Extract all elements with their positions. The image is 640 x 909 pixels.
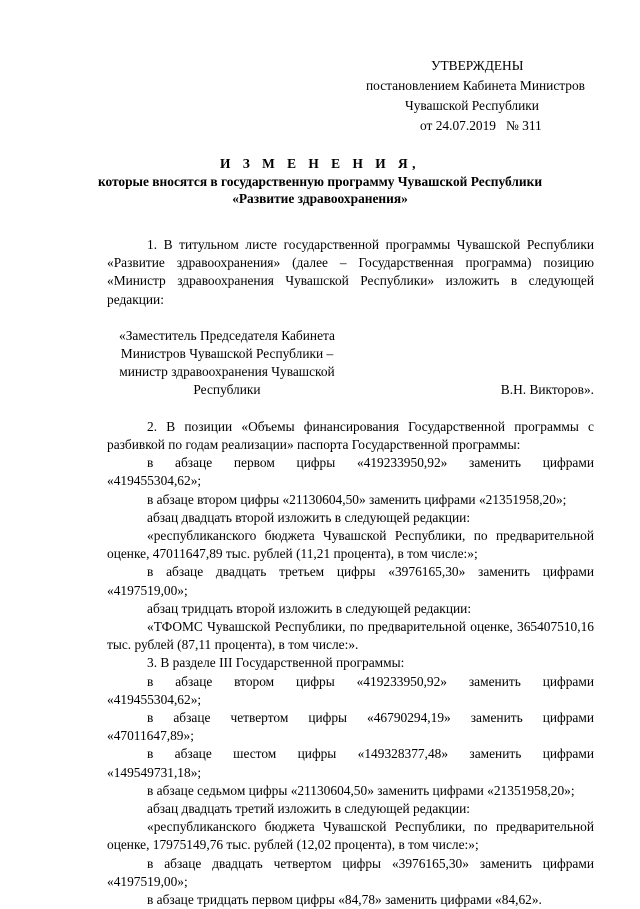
paragraph-3-item-2: в абзаце четвертом цифры «46790294,19» заменить цифрами [147,710,594,726]
paragraph-3-item-3: в абзаце шестом цифры «149328377,48» заменить цифрами [147,746,594,762]
signature-position: «Заместитель Председателя Кабинета Министров Чувашской Республики – министр здравоохранения Чувашской Республики [119,327,335,398]
title-heading: И З М Е Н Е Н И Я, [219,156,421,171]
paragraph-3-item-2-cont: «47011647,89»; [107,728,194,744]
paragraph-3-item-3-cont: «149549731,18»; [107,764,202,780]
approval-line-3: Чувашской Республики [405,98,539,113]
document-body [107,236,594,909]
paragraph-2-item-4: «республиканского бюджета Чувашской Республики, по предварительной оценке, 47011647,89 тыс. рублей (11,21 процента), в том числе:»; [107,528,594,562]
paragraph-1: 1. В титульном листе государственной программы Чувашской Республики «Развитие здравоохранения» (далее – Государственная программа) позицию «Министр здравоохранения Чувашской Республики» изложить в следующей редакции: [107,237,594,307]
paragraph-3-item-7: в абзаце двадцать четвертом цифры «3976165,30» заменить цифрами [147,855,594,871]
paragraph-2-item-2: в абзаце втором цифры «21130604,50» заменить цифрами «21351958,20»; [147,491,567,507]
paragraph-3-intro: 3. В разделе III Государственной программы: [147,655,405,671]
paragraph-3-item-1-cont: «419455304,62»; [107,691,202,707]
paragraph-2-item-3: абзац двадцать второй изложить в следующей редакции: [147,509,471,525]
paragraph-2-item-6: абзац тридцать второй изложить в следующей редакции: [147,600,472,616]
paragraph-3-item-4: в абзаце седьмом цифры «21130604,50» заменить цифрами «21351958,20»; [147,782,575,798]
document-title [0,155,640,208]
approval-date-number: от 24.07.2019 № 311 [420,118,542,133]
paragraph-3-item-1: в абзаце втором цифры «419233950,92» заменить цифрами [147,673,594,689]
paragraph-3-item-5: абзац двадцать третий изложить в следующей редакции: [147,801,470,817]
paragraph-2-item-5-cont: «4197519,00»; [107,582,188,598]
paragraph-2-intro: 2. В позиции «Объемы финансирования Государственной программы с разбивкой по годам реализации» паспорта Государственной программы: [107,418,594,453]
approval-line-2: постановлением Кабинета Министров [366,78,585,93]
paragraph-2-item-1: в абзаце первом цифры «419233950,92» заменить цифрами [147,455,594,471]
title-program-name: «Развитие здравоохранения» [232,191,408,206]
approval-heading: УТВЕРЖДЕНЫ [431,58,524,73]
paragraph-2-item-1-cont: «419455304,62»; [107,473,202,489]
paragraph-2-item-5: в абзаце двадцать третьем цифры «3976165,30» заменить цифрами [147,564,594,580]
title-subtitle: которые вносятся в государственную программу Чувашской Республики [97,173,543,189]
paragraph-2-item-7: «ТФОМС Чувашской Республики, по предварительной оценке, 365407510,16 тыс. рублей (87,11 процента), в том числе:». [107,619,594,653]
paragraph-3-item-8: в абзаце тридцать первом цифры «84,78» заменить цифрами «84,62». [147,892,542,908]
paragraph-3-item-7-cont: «4197519,00»; [107,873,188,889]
signature-name: В.Н. Викторов». [500,381,594,397]
paragraph-3-item-6: «республиканского бюджета Чувашской Республики, по предварительной оценке, 17975149,76 тыс. рублей (12,02 процента), в том числе:»; [107,819,594,853]
signature-block [107,327,594,400]
